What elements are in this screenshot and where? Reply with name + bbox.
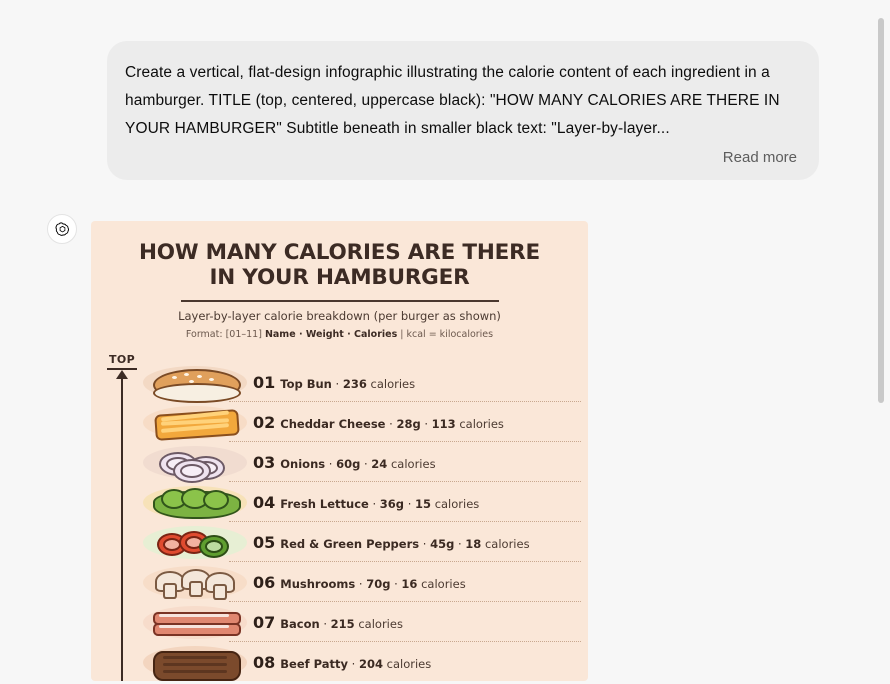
item-calories: 204 [358,656,383,671]
item-unit: calories [390,456,436,471]
ingredient-art-bacon [139,603,249,641]
list-item [139,642,579,681]
infographic-title-line2: IN YOUR HAMBURGER [209,265,470,290]
item-weight: 36g [379,496,405,511]
list-item [139,442,579,482]
list-item [139,402,579,442]
item-number: 04 [253,492,276,512]
assistant-avatar [47,214,77,244]
list-item [139,362,579,402]
item-unit: calories [459,416,504,431]
user-message-bubble [107,41,819,180]
item-calories: 113 [431,416,456,431]
item-weight: 45g [430,536,455,551]
item-name: Red & Green Peppers [280,536,420,551]
list-item-text: 05 Red & Green Peppers · 45g · 18 calories [253,532,530,552]
scrollbar-track[interactable] [881,6,887,678]
list-item-text: 02 Cheddar Cheese · 28g · 113 calories [253,412,504,432]
ingredient-art-top-bun [139,363,249,401]
format-prefix: Format: [01–11] [185,329,265,340]
item-number: 06 [253,572,276,592]
item-name: Fresh Lettuce [280,496,369,511]
user-message-text: Create a vertical, flat-design infographic illustrating the calorie content of each ingredient in a hamburger. TITLE (top, centered, uppercase black): "HOW MANY CALORIES ARE THERE IN YOUR HAMBURGER" Subtitle beneath in smaller black text: "Layer-by-layer... [125,64,784,137]
infographic-format-note [91,329,588,340]
list-item-text: 01 Top Bun · 236 calories [253,372,416,392]
item-calories: 24 [371,456,388,471]
read-more-button[interactable]: Read more [722,149,797,166]
list-item-text: 03 Onions · 60g · 24 calories [253,452,436,472]
ingredient-art-mushrooms [139,563,249,601]
list-item-text: 04 Fresh Lettuce · 36g · 15 calories [253,492,480,512]
ingredient-art-cheddar-cheese [139,403,249,441]
item-weight: 60g [336,456,361,471]
ingredient-art-fresh-lettuce [139,483,249,521]
ingredient-art-peppers [139,523,249,561]
item-calories: 15 [415,496,432,511]
list-item [139,482,579,522]
format-suffix: | kcal = kilocalories [397,329,494,340]
item-unit: calories [434,496,480,511]
item-name: Mushrooms [280,576,356,591]
list-item [139,522,579,562]
item-name: Onions [280,456,326,471]
item-calories: 215 [330,616,355,631]
ingredient-art-onions [139,443,249,481]
item-calories: 236 [342,376,367,391]
item-calories: 16 [401,576,418,591]
item-unit: calories [358,616,403,631]
axis-line [121,372,123,681]
item-number: 02 [253,412,276,432]
item-number: 07 [253,612,276,632]
item-number: 01 [253,372,276,392]
item-name: Beef Patty [280,656,349,671]
openai-logo-icon [54,221,71,238]
item-unit: calories [484,536,530,551]
axis-top-label: TOP [109,353,136,366]
item-unit: calories [386,656,432,671]
item-unit: calories [370,376,416,391]
infographic-title [91,240,588,290]
infographic-title-line1: HOW MANY CALORIES ARE THERE [139,240,540,265]
item-name: Cheddar Cheese [280,416,386,431]
item-number: 05 [253,532,276,552]
list-item-text: 07 Bacon · 215 calories [253,612,403,632]
list-item [139,562,579,602]
title-divider [181,300,499,302]
item-name: Bacon [280,616,320,631]
list-item [139,602,579,642]
infographic-subtitle: Layer-by-layer calorie breakdown (per burger as shown) [178,309,501,323]
item-weight: 70g [366,576,391,591]
scrollbar-thumb[interactable] [878,18,884,403]
item-calories: 18 [465,536,482,551]
list-item-text: 06 Mushrooms · 70g · 16 calories [253,572,466,592]
generated-infographic-image[interactable] [91,221,588,681]
item-unit: calories [421,576,466,591]
item-number: 03 [253,452,276,472]
item-weight: 28g [396,416,421,431]
item-name: Top Bun [280,376,332,391]
item-number: 08 [253,652,276,672]
ingredient-art-beef-patty [139,643,249,681]
list-item-text: 08 Beef Patty · 204 calories [253,652,432,672]
ingredient-list [139,362,579,681]
format-fields: Name · Weight · Calories [264,329,398,340]
